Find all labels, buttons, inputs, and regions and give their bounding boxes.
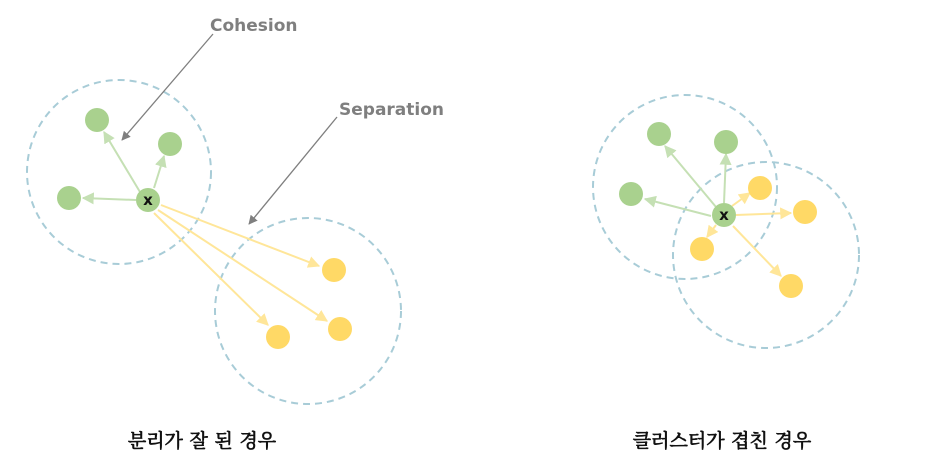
reference-point-label: x <box>143 191 153 209</box>
right-diagram <box>593 95 859 348</box>
cluster-b-boundary <box>215 218 401 404</box>
separation-arrow <box>154 213 268 325</box>
left-diagram <box>27 16 444 404</box>
separation-arrow <box>161 205 319 266</box>
reference-point-label: x <box>719 206 729 224</box>
cohesion-arrow <box>154 156 164 188</box>
cohesion-arrow <box>83 198 136 200</box>
cluster-a-point <box>158 132 182 156</box>
cluster-a-point <box>85 108 109 132</box>
cohesion-arrow <box>104 132 140 192</box>
separation-arrow <box>736 213 791 215</box>
cluster-a-point <box>619 182 643 206</box>
cluster-a-point <box>57 186 81 210</box>
cluster-a-point <box>714 130 738 154</box>
separation-arrow <box>732 193 750 206</box>
cluster-b-point <box>690 237 714 261</box>
separation-arrow <box>158 210 327 321</box>
cohesion-arrow <box>645 199 711 216</box>
separation-arrow <box>733 226 781 276</box>
cluster-b-point <box>748 176 772 200</box>
cohesion-label: Cohesion <box>210 16 298 36</box>
left-caption: 분리가 잘 된 경우 <box>127 430 277 452</box>
separation-pointer <box>249 117 337 224</box>
cohesion-arrow <box>724 154 726 203</box>
cluster-a-point <box>647 122 671 146</box>
right-caption: 클러스터가 겹친 경우 <box>632 430 812 452</box>
cohesion-pointer <box>122 34 213 140</box>
separation-arrow <box>707 225 716 237</box>
cluster-b-point <box>779 274 803 298</box>
cluster-b-point <box>322 258 346 282</box>
cohesion-arrow <box>665 146 716 207</box>
cluster-b-point <box>266 325 290 349</box>
cluster-a-boundary <box>27 80 211 264</box>
cluster-b-point <box>328 317 352 341</box>
cluster-b-point <box>793 200 817 224</box>
separation-label: Separation <box>339 100 445 120</box>
